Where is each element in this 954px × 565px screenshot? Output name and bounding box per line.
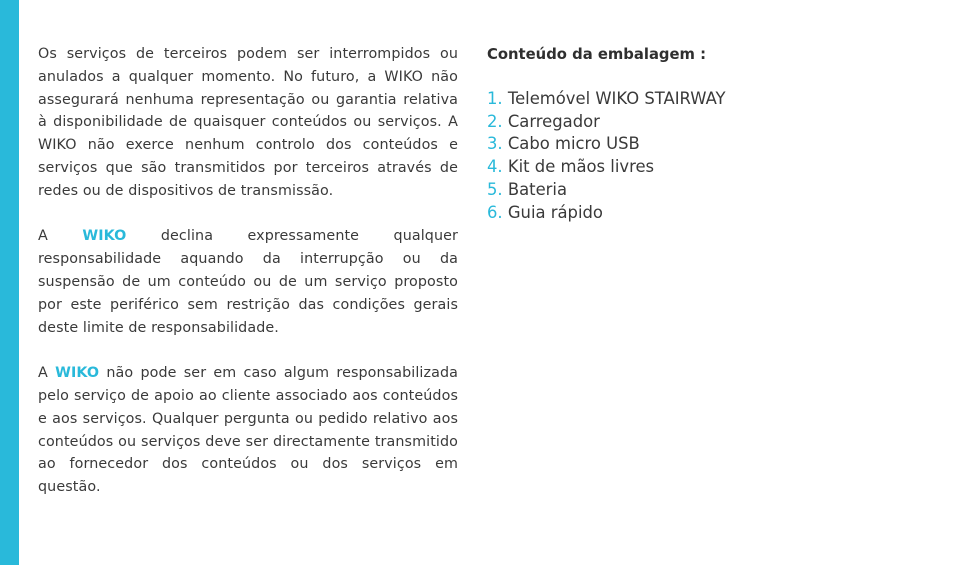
paragraph-1-text: Os serviços de terceiros podem ser interrompidos ou anulados a qualquer momento. No futuro, a WIKO não assegurará nenhuma representação ou garantia relativa à disponibilidade de quaisquer conteúdos ou serviços. A WIKO não exerce nenhum controlo dos conteúdos e serviços que são transmitidos por terceiros através de redes ou de dispositivos de transmissão.	[38, 46, 458, 199]
list-item	[487, 156, 927, 179]
paragraph-3-prefix: A	[38, 365, 56, 382]
item-label: Kit de mãos livres	[507, 157, 655, 177]
paragraph-2-text: declina expressamente qualquer responsabilidade aquando da interrupção ou da suspensão de um conteúdo ou de um serviço proposto por este periférico sem restrição das condições gerais deste limite de responsabilidade.	[38, 228, 458, 336]
package-contents-list	[487, 88, 927, 224]
item-number: 5.	[487, 179, 503, 199]
item-label: Cabo micro USB	[507, 134, 640, 154]
item-label: Carregador	[507, 111, 600, 131]
list-item	[487, 111, 927, 134]
brand-name: WIKO	[55, 365, 100, 382]
paragraph-3-text: não pode ser em caso algum responsabilizada pelo serviço de apoio ao cliente associado aos conteúdos e aos serviços. Qualquer pergunta ou pedido relativo aos conteúdos ou serviços deve ser directamente transmitido ao fornecedor dos conteúdos ou dos serviços em questão.	[38, 365, 458, 496]
item-number: 1.	[487, 89, 503, 108]
item-label: Bateria	[507, 179, 567, 199]
item-number: 2.	[487, 111, 503, 131]
item-number: 6.	[487, 202, 503, 222]
item-label: Telemóvel WIKO STAIRWAY	[507, 89, 726, 108]
paragraph-customer-support	[38, 362, 458, 499]
accent-side-bar	[0, 0, 19, 565]
paragraph-liability-disclaimer	[38, 225, 458, 339]
paragraph-third-party-services	[38, 43, 458, 203]
item-label: Guia rápido	[507, 202, 603, 222]
item-number: 3.	[487, 134, 503, 154]
package-contents-heading: Conteúdo da embalagem :	[487, 46, 707, 63]
paragraph-2-prefix: A	[38, 228, 83, 245]
list-item	[487, 202, 927, 225]
left-text-column	[38, 43, 458, 522]
list-item	[487, 88, 927, 111]
brand-name: WIKO	[82, 228, 127, 245]
item-number: 4.	[487, 157, 503, 177]
list-item	[487, 133, 927, 156]
list-item	[487, 179, 927, 202]
package-contents-section	[487, 44, 927, 224]
